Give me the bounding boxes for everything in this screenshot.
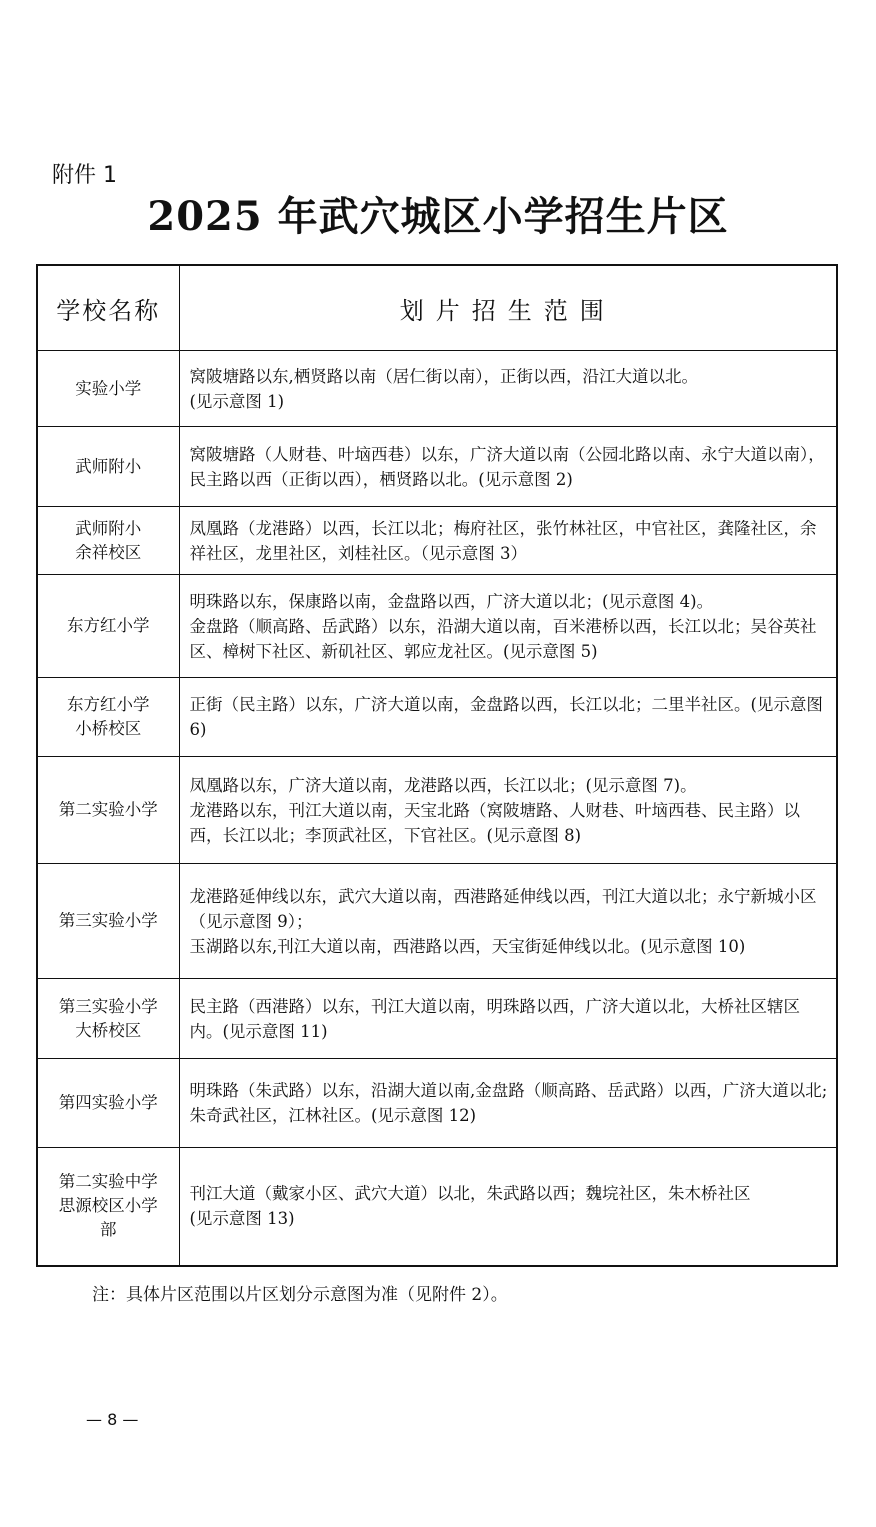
- table-row: [37, 757, 837, 864]
- school-name-cell: 武师附小 余祥校区: [37, 507, 179, 575]
- table-row: [37, 1059, 837, 1148]
- table-row: [37, 864, 837, 979]
- school-name-cell: 第三实验小学: [37, 864, 179, 979]
- school-name-cell: 第二实验中学 思源校区小学 部: [37, 1148, 179, 1266]
- school-name-cell: 东方红小学 小桥校区: [37, 678, 179, 757]
- range-cell: 民主路（西港路）以东，刊江大道以南，明珠路以西，广济大道以北，大桥社区辖区内。(见示意图 11): [179, 979, 837, 1059]
- attachment-label: 附件 1: [52, 163, 117, 188]
- school-name-cell: 东方红小学: [37, 575, 179, 678]
- school-name-cell: 第三实验小学 大桥校区: [37, 979, 179, 1059]
- enrollment-table: [36, 264, 838, 1267]
- range-cell: 窝陂塘路（人财巷、叶垴西巷）以东，广济大道以南（公园北路以南、永宁大道以南），民主路以西（正街以西），栖贤路以北。(见示意图 2): [179, 427, 837, 507]
- footnote: 注：具体片区范围以片区划分示意图为准（见附件 2）。: [92, 1285, 508, 1305]
- school-name-cell: 第二实验小学: [37, 757, 179, 864]
- table-row: [37, 678, 837, 757]
- page-number: — 8 —: [86, 1410, 139, 1429]
- school-name-cell: 实验小学: [37, 351, 179, 427]
- table-row: [37, 351, 837, 427]
- range-cell: 龙港路延伸线以东，武穴大道以南，西港路延伸线以西，刊江大道以北；永宁新城小区（见示意图 9）； 玉湖路以东,刊江大道以南，西港路以西，天宝街延伸线以北。(见示意图 10): [179, 864, 837, 979]
- table-row: [37, 427, 837, 507]
- header-school-name: 学校名称: [37, 265, 179, 351]
- school-name-cell: 第四实验小学: [37, 1059, 179, 1148]
- page-title: 2025 年武穴城区小学招生片区: [147, 193, 729, 240]
- range-cell: 窝陂塘路以东,栖贤路以南（居仁街以南），正街以西，沿江大道以北。 (见示意图 1): [179, 351, 837, 427]
- range-cell: 明珠路以东，保康路以南，金盘路以西，广济大道以北；(见示意图 4)。 金盘路（顺高路、岳武路）以东，沿湖大道以南，百米港桥以西，长江以北；吴谷英社区、樟树下社区、新矶社区、郭应龙社区。(见示意图 5): [179, 575, 837, 678]
- table-row: [37, 507, 837, 575]
- range-cell: 凤凰路以东，广济大道以南，龙港路以西，长江以北；(见示意图 7)。 龙港路以东，刊江大道以南，天宝北路（窝陂塘路、人财巷、叶垴西巷、民主路）以西，长江以北；李顶武社区，下官社区。(见示意图 8): [179, 757, 837, 864]
- range-cell: 刊江大道（戴家小区、武穴大道）以北，朱武路以西；魏垸社区，朱木桥社区 (见示意图 13): [179, 1148, 837, 1266]
- range-cell: 凤凰路（龙港路）以西，长江以北；梅府社区，张竹林社区，中官社区，龚隆社区，余祥社区，龙里社区，刘桂社区。（见示意图 3）: [179, 507, 837, 575]
- table-row: [37, 575, 837, 678]
- header-enrollment-range: 划片招生范围: [179, 265, 837, 351]
- table-row: [37, 1148, 837, 1266]
- range-cell: 正街（民主路）以东，广济大道以南，金盘路以西，长江以北；二里半社区。(见示意图 6): [179, 678, 837, 757]
- table-header-row: [37, 265, 837, 351]
- table-row: [37, 979, 837, 1059]
- range-cell: 明珠路（朱武路）以东，沿湖大道以南,金盘路（顺高路、岳武路）以西，广济大道以北;朱奇武社区，江林社区。(见示意图 12): [179, 1059, 837, 1148]
- school-name-cell: 武师附小: [37, 427, 179, 507]
